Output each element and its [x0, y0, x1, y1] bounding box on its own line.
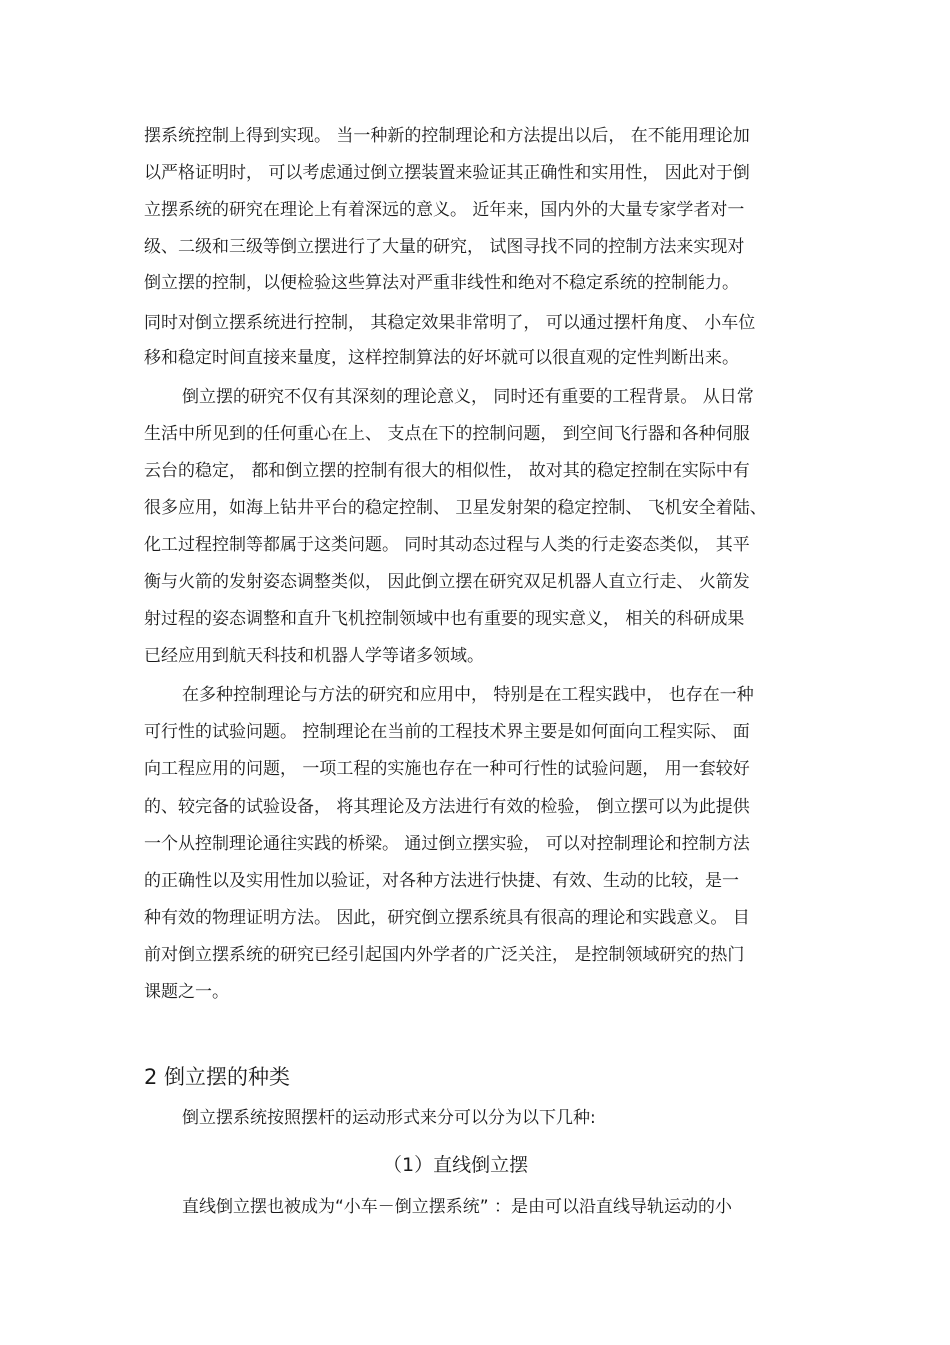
text-line: 化工过程控制等都属于这类问题。 同时其动态过程与人类的行走姿态类似， 其平: [144, 535, 750, 555]
text-line: 衡与火箭的发射姿态调整类似， 因此倒立摆在研究双足机器人直立行走、 火箭发: [144, 572, 750, 592]
text-line: 向工程应用的问题， 一项工程的实施也存在一种可行性的试验问题， 用一套较好: [144, 759, 750, 779]
text-line: 生活中所见到的任何重心在上、 支点在下的控制问题， 到空间飞行器和各种伺服: [144, 424, 750, 444]
text-line: 云台的稳定， 都和倒立摆的控制有很大的相似性， 故对其的稳定控制在实际中有: [144, 461, 750, 481]
section-intro: 倒立摆系统按照摆杆的运动形式来分可以分为以下几种:: [182, 1108, 596, 1128]
text-line: 摆系统控制上得到实现。 当一种新的控制理论和方法提出以后， 在不能用理论加: [144, 126, 750, 146]
text-line: 课题之一。: [144, 982, 229, 1002]
text-line: 立摆系统的研究在理论上有着深远的意义。 近年来，国内外的大量专家学者对一: [144, 200, 745, 220]
text-line: 的、较完备的试验设备， 将其理论及方法进行有效的检验， 倒立摆可以为此提供: [144, 797, 750, 817]
text-line: 倒立摆的研究不仅有其深刻的理论意义， 同时还有重要的工程背景。 从日常: [182, 387, 754, 407]
text-line: 倒立摆的控制，以便检验这些算法对严重非线性和绝对不稳定系统的控制能力。: [144, 273, 739, 293]
text-line: 很多应用，如海上钻井平台的稳定控制、 卫星发射架的稳定控制、 飞机安全着陆、: [144, 498, 767, 518]
section-heading: 2 倒立摆的种类: [144, 1065, 291, 1089]
text-line: 同时对倒立摆系统进行控制， 其稳定效果非常明了， 可以通过摆杆角度、 小车位: [144, 313, 756, 333]
subsection-heading: （1）直线倒立摆: [383, 1154, 529, 1176]
text-line: 已经应用到航天科技和机器人学等诸多领域。: [144, 646, 484, 666]
text-line: 以严格证明时， 可以考虑通过倒立摆装置来验证其正确性和实用性， 因此对于倒: [144, 163, 750, 183]
section-body-line: 直线倒立摆也被成为“小车－倒立摆系统” ：是由可以沿直线导轨运动的小: [182, 1197, 733, 1217]
text-line: 在多种控制理论与方法的研究和应用中， 特别是在工程实践中， 也存在一种: [182, 685, 754, 705]
text-line: 种有效的物理证明方法。 因此，研究倒立摆系统具有很高的理论和实践意义。 目: [144, 908, 750, 928]
text-line: 一个从控制理论通往实践的桥梁。 通过倒立摆实验， 可以对控制理论和控制方法: [144, 834, 750, 854]
text-line: 射过程的姿态调整和直升飞机控制领域中也有重要的现实意义， 相关的科研成果: [144, 609, 745, 629]
text-line: 前对倒立摆系统的研究已经引起国内外学者的广泛关注， 是控制领域研究的热门: [144, 945, 745, 965]
text-line: 移和稳定时间直接来量度，这样控制算法的好坏就可以很直观的定性判断出来。: [144, 348, 739, 368]
text-line: 可行性的试验问题。 控制理论在当前的工程技术界主要是如何面向工程实际、 面: [144, 722, 750, 742]
text-line: 的正确性以及实用性加以验证，对各种方法进行快捷、有效、生动的比较，是一: [144, 871, 739, 891]
text-line: 级、二级和三级等倒立摆进行了大量的研究， 试图寻找不同的控制方法来实现对: [144, 237, 745, 257]
